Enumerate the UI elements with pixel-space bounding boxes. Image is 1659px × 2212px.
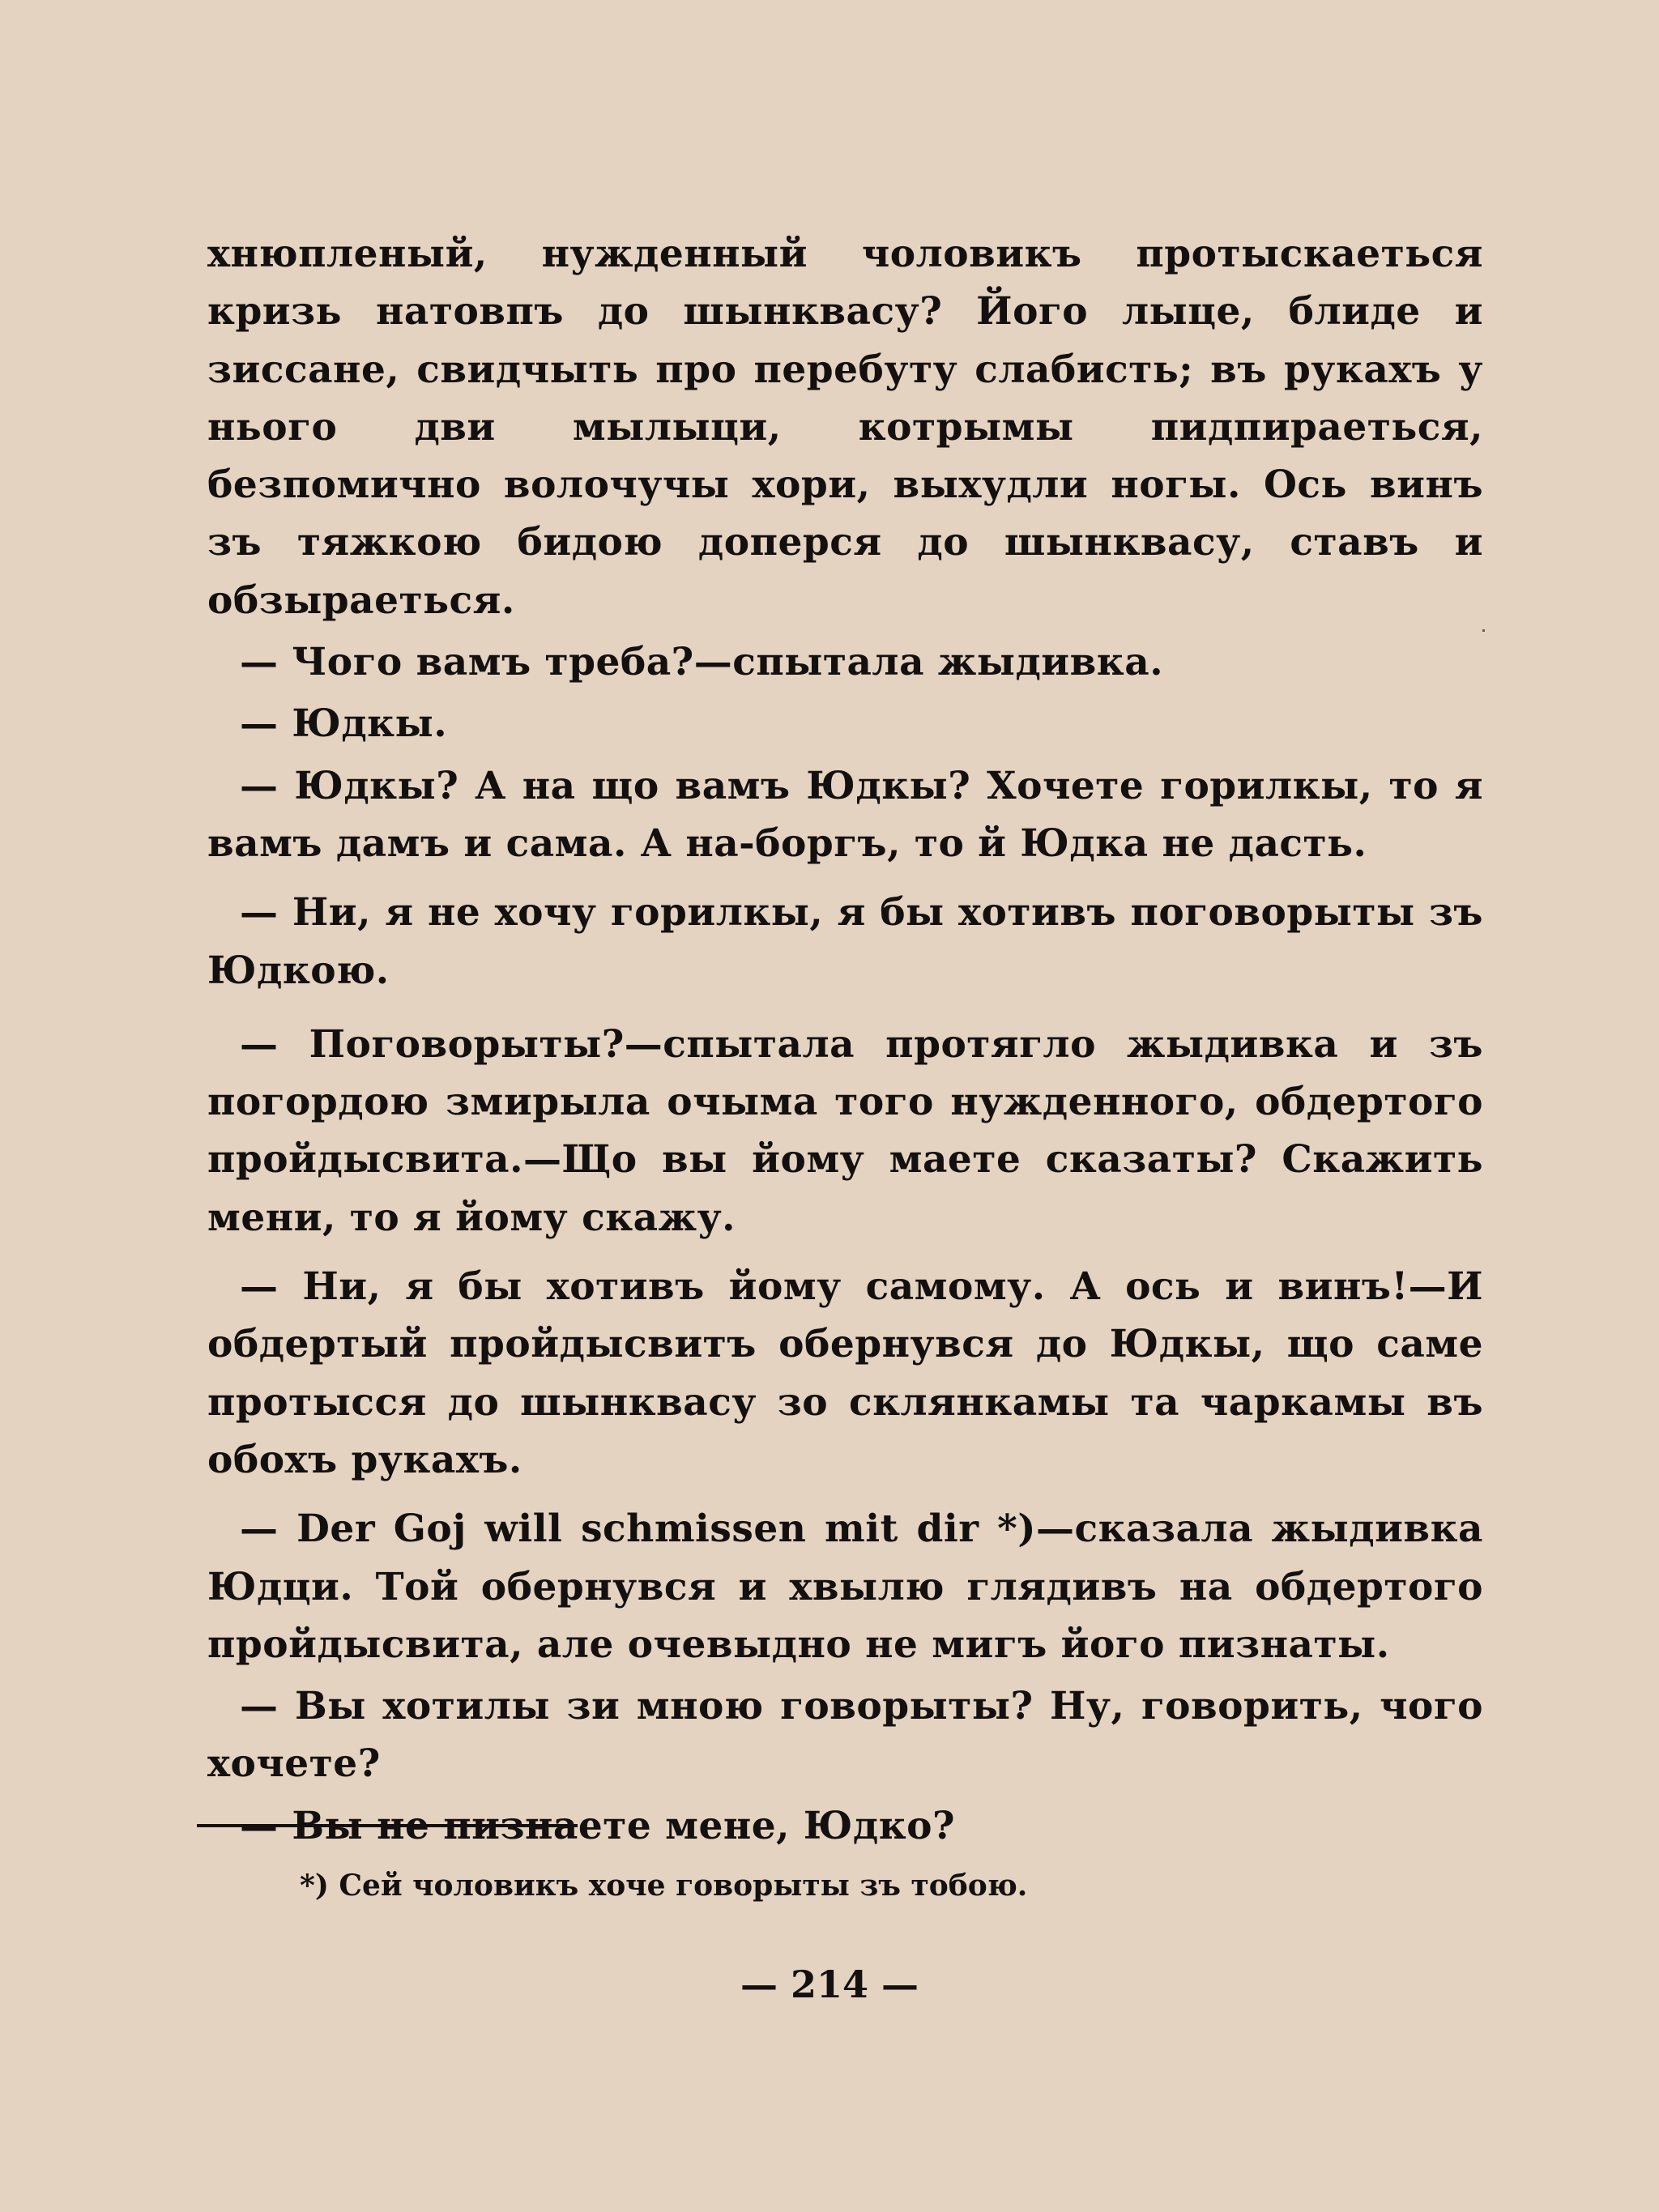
scan-speck — [1482, 629, 1485, 632]
footnote: *) Сей чоловикъ хоче говорыты зъ тобою. — [300, 1869, 1028, 1903]
paragraph-dialogue-4: — Ни, я не хочу горилкы, я бы хотивъ поговорыты зъ Юдкою. — [207, 890, 1483, 993]
footnote-divider — [197, 1824, 578, 1827]
paragraph-dialogue-7: — Der Goj will schmissen mit dir *)—сказала жыдивка Юдци. Той обернувся и хвылю глядивъ на обдертого пройдысвита, але очевыдно не мигъ його пизнаты. — [207, 1507, 1483, 1667]
paragraph-dialogue-8: — Вы хотилы зи мною говорыты? Ну, говорить, чого хочете? — [207, 1684, 1483, 1787]
paragraph-dialogue-6: — Ни, я бы хотивъ йому самому. А ось и винъ!—И обдертый пройдысвитъ обернувся до Юдкы, що саме протысся до шынквасу зо склянкамы та чаркамы въ обохъ рукахъ. — [207, 1264, 1483, 1482]
page-number: — 214 — — [740, 1963, 919, 2006]
paragraph-intro: хнюпленый, нужденный чоловикъ протыскаеться кризь натовпъ до шынквасу? Його лыце, блиде и зиссане, свидчыть про перебуту слабисть; въ рукахъ у нього дви мылыци, котрымы пидпираеться, безпомично волочучы хори, выхудли ногы. Ось винъ зъ тяжкою бидою доперся до шынквасу, ставъ и обзыраеться. — [207, 232, 1483, 623]
paragraph-dialogue-5: — Поговорыты?—спытала протягло жыдивка и зъ погордою змирыла очыма того нужденного, обдертого пройдысвита.—Що вы йому маете сказаты? Скажить мени, то я йому скажу. — [207, 1021, 1483, 1240]
paragraph-dialogue-2: — Юдкы. — [240, 701, 448, 747]
paragraph-dialogue-1: — Чого вамъ треба?—спытала жыдивка. — [240, 640, 1164, 685]
paragraph-dialogue-9: — Вы не пизнаете мене, Юдко? — [240, 1803, 956, 1848]
main-text — [207, 225, 1483, 1855]
paragraph-dialogue-3: — Юдкы? А на що вамъ Юдкы? Хочете горилкы, то я вамъ дамъ и сама. А на-боргъ, то й Юдка не дасть. — [207, 763, 1483, 866]
